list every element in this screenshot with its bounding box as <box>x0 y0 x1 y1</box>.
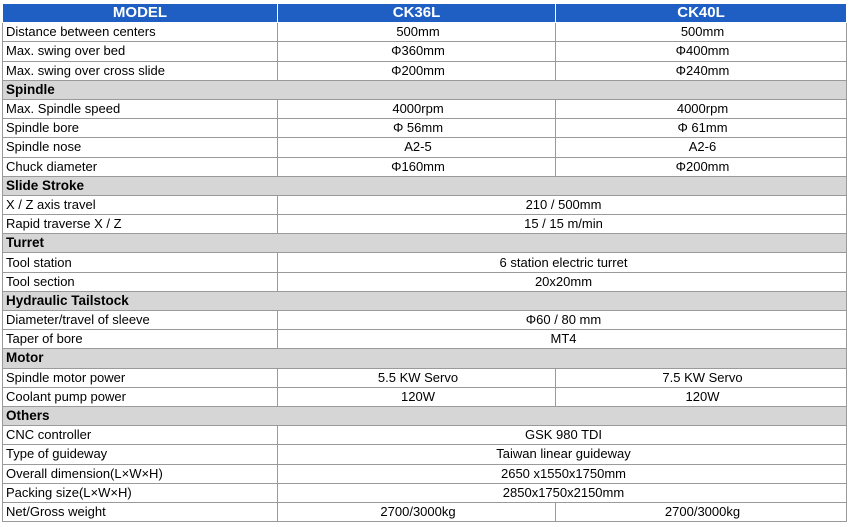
spec-label: Max. swing over bed <box>3 42 278 61</box>
section-row <box>3 80 847 99</box>
section-title: Motor <box>3 349 847 368</box>
spec-row <box>3 483 847 502</box>
spec-label: Spindle motor power <box>3 368 278 387</box>
spec-value-ck36l: A2-5 <box>278 138 556 157</box>
spec-row <box>3 445 847 464</box>
section-title: Others <box>3 406 847 425</box>
spec-row <box>3 138 847 157</box>
spec-value-ck36l: Φ200mm <box>278 61 556 80</box>
spec-value-ck36l: Φ 56mm <box>278 119 556 138</box>
spec-value-ck40l: Φ200mm <box>556 157 847 176</box>
spec-label: Chuck diameter <box>3 157 278 176</box>
spec-value-shared: 6 station electric turret <box>278 253 847 272</box>
spec-value-shared: 15 / 15 m/min <box>278 215 847 234</box>
spec-value-shared: 2650 x1550x1750mm <box>278 464 847 483</box>
section-row <box>3 406 847 425</box>
spec-value-ck40l: 4000rpm <box>556 99 847 118</box>
spec-row <box>3 157 847 176</box>
spec-row <box>3 23 847 42</box>
spec-value-shared: GSK 980 TDI <box>278 426 847 445</box>
spec-value-ck36l: 4000rpm <box>278 99 556 118</box>
spec-label: Type of guideway <box>3 445 278 464</box>
section-row <box>3 291 847 310</box>
spec-label: X / Z axis travel <box>3 195 278 214</box>
spec-label: Distance between centers <box>3 23 278 42</box>
spec-value-shared: Φ60 / 80 mm <box>278 311 847 330</box>
spec-label: Packing size(L×W×H) <box>3 483 278 502</box>
spec-label: Spindle nose <box>3 138 278 157</box>
spec-label: Coolant pump power <box>3 387 278 406</box>
spec-row <box>3 119 847 138</box>
section-row <box>3 176 847 195</box>
spec-row <box>3 42 847 61</box>
spec-row <box>3 253 847 272</box>
spec-table-container <box>2 3 846 522</box>
spec-label: Diameter/travel of sleeve <box>3 311 278 330</box>
spec-value-ck40l: 7.5 KW Servo <box>556 368 847 387</box>
spec-body <box>3 23 847 522</box>
spec-row <box>3 426 847 445</box>
spec-row <box>3 195 847 214</box>
model-header: MODEL <box>3 4 278 23</box>
section-title: Turret <box>3 234 847 253</box>
spec-row <box>3 368 847 387</box>
spec-row <box>3 330 847 349</box>
spec-label: Rapid traverse X / Z <box>3 215 278 234</box>
section-row <box>3 349 847 368</box>
spec-label: Tool section <box>3 272 278 291</box>
section-title: Spindle <box>3 80 847 99</box>
spec-value-ck40l: A2-6 <box>556 138 847 157</box>
spec-value-ck36l: 2700/3000kg <box>278 502 556 521</box>
spec-label: Max. swing over cross slide <box>3 61 278 80</box>
model-ck36l-header: CK36L <box>278 4 556 23</box>
spec-label: CNC controller <box>3 426 278 445</box>
spec-value-ck40l: Φ 61mm <box>556 119 847 138</box>
spec-value-ck40l: 120W <box>556 387 847 406</box>
spec-value-shared: Taiwan linear guideway <box>278 445 847 464</box>
spec-row <box>3 311 847 330</box>
spec-value-shared: 210 / 500mm <box>278 195 847 214</box>
spec-table <box>2 3 847 522</box>
spec-value-ck36l: Φ160mm <box>278 157 556 176</box>
spec-value-shared: MT4 <box>278 330 847 349</box>
spec-value-ck36l: 120W <box>278 387 556 406</box>
section-title: Hydraulic Tailstock <box>3 291 847 310</box>
spec-value-ck40l: 2700/3000kg <box>556 502 847 521</box>
spec-row <box>3 272 847 291</box>
spec-label: Overall dimension(L×W×H) <box>3 464 278 483</box>
spec-value-ck40l: 500mm <box>556 23 847 42</box>
spec-value-ck40l: Φ400mm <box>556 42 847 61</box>
spec-label: Spindle bore <box>3 119 278 138</box>
spec-value-ck40l: Φ240mm <box>556 61 847 80</box>
spec-row <box>3 387 847 406</box>
spec-row <box>3 61 847 80</box>
model-ck40l-header: CK40L <box>556 4 847 23</box>
spec-label: Taper of bore <box>3 330 278 349</box>
header-row <box>3 4 847 23</box>
spec-value-shared: 20x20mm <box>278 272 847 291</box>
spec-label: Max. Spindle speed <box>3 99 278 118</box>
spec-label: Net/Gross weight <box>3 502 278 521</box>
spec-row <box>3 215 847 234</box>
spec-value-ck36l: Φ360mm <box>278 42 556 61</box>
spec-row <box>3 502 847 521</box>
spec-value-ck36l: 5.5 KW Servo <box>278 368 556 387</box>
spec-value-shared: 2850x1750x2150mm <box>278 483 847 502</box>
section-row <box>3 234 847 253</box>
section-title: Slide Stroke <box>3 176 847 195</box>
spec-row <box>3 99 847 118</box>
spec-label: Tool station <box>3 253 278 272</box>
spec-row <box>3 464 847 483</box>
spec-value-ck36l: 500mm <box>278 23 556 42</box>
